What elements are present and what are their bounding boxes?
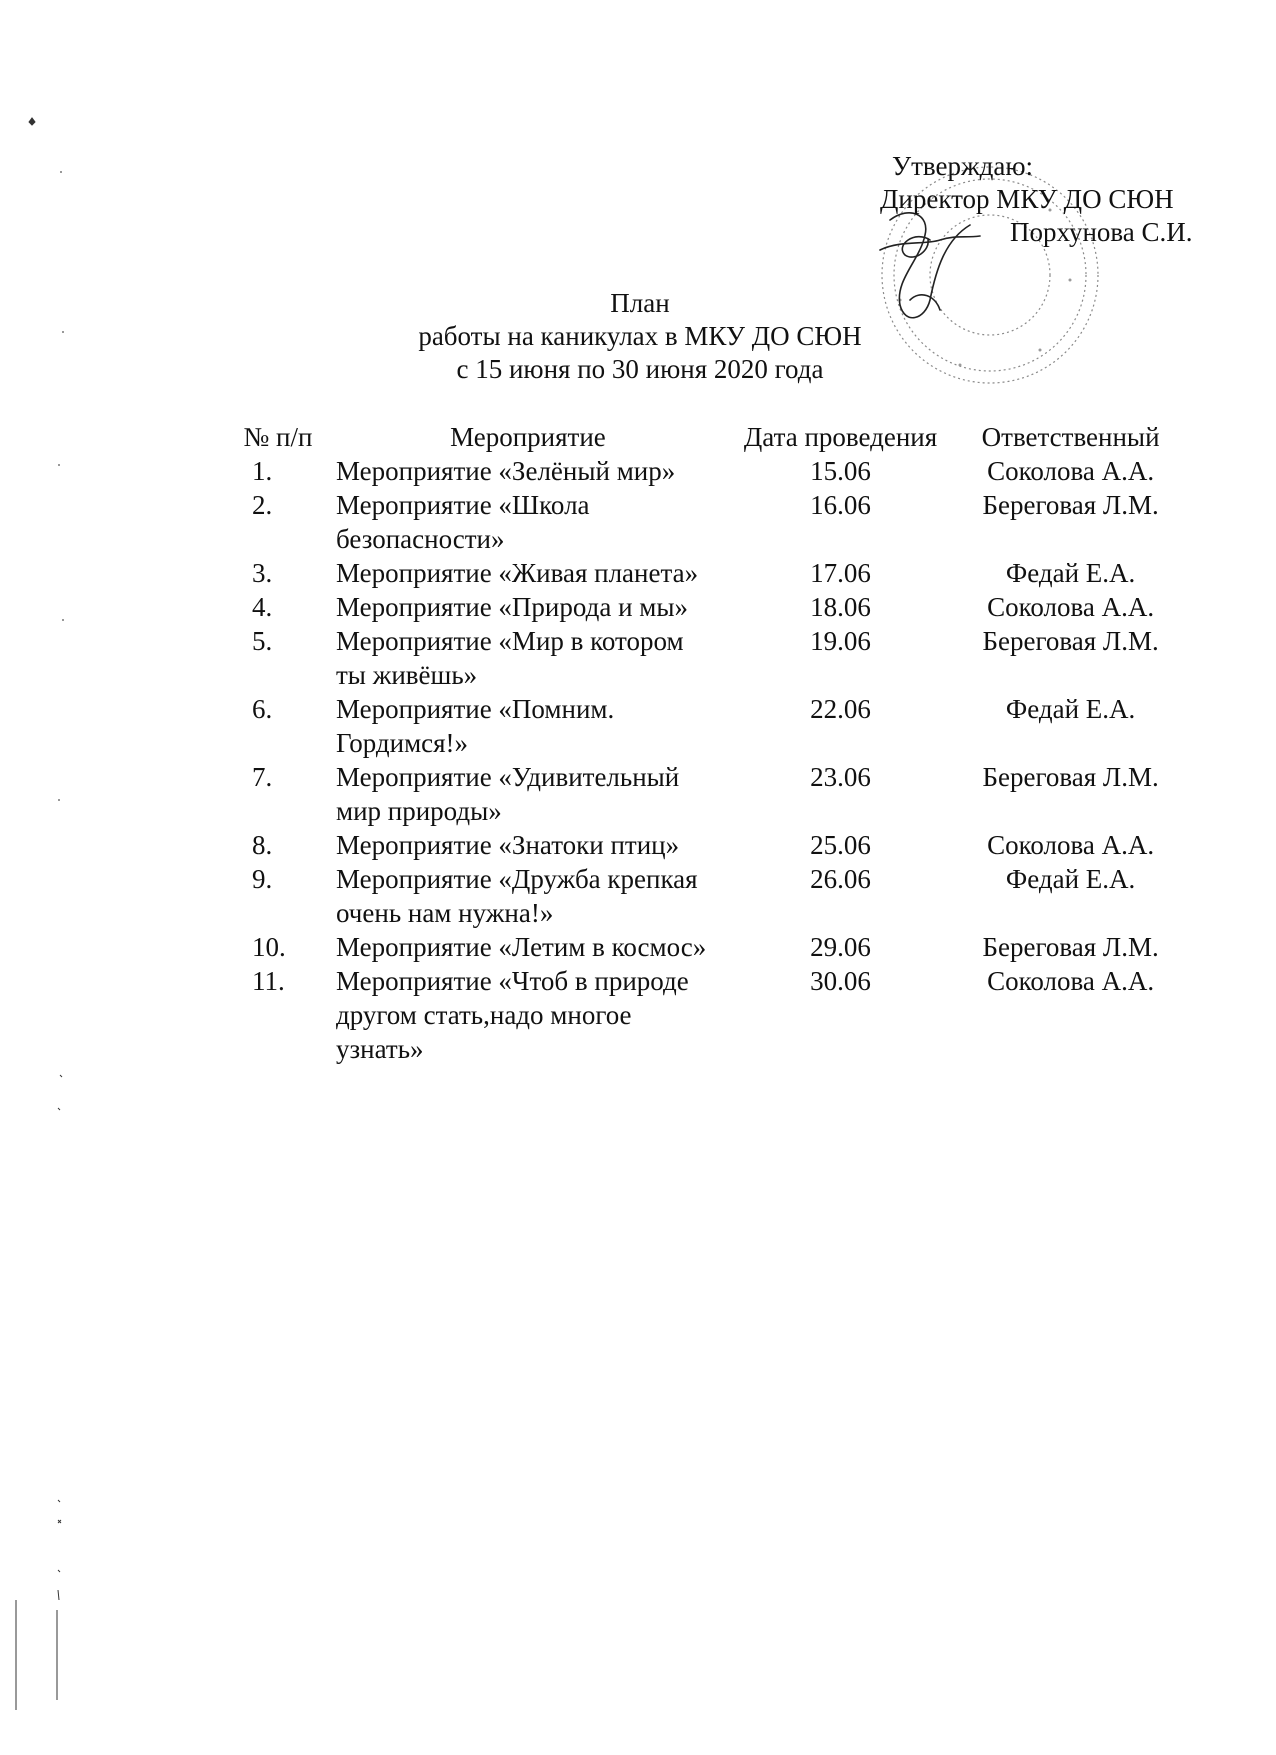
row-num: 2.	[252, 490, 273, 520]
header-event: Мероприятие	[450, 422, 606, 452]
row-responsible: Береговая Л.М.	[982, 762, 1159, 792]
row-num: 11.	[252, 966, 285, 996]
row-event: Мероприятие «Удивительный мир природы»	[336, 762, 680, 826]
header-responsible: Ответственный	[981, 422, 1160, 452]
title-line-3: с 15 июня по 30 июня 2020 года	[456, 354, 824, 384]
row-responsible: Береговая Л.М.	[982, 932, 1159, 962]
row-event: Мероприятие «Живая планета»	[336, 558, 699, 588]
row-responsible: Соколова А.А.	[987, 456, 1155, 486]
table-row	[220, 488, 1180, 556]
row-event: Мероприятие «Природа и мы»	[336, 592, 689, 622]
row-date: 22.06	[810, 694, 871, 724]
row-responsible: Соколова А.А.	[987, 592, 1155, 622]
row-responsible: Соколова А.А.	[987, 830, 1155, 860]
row-event: Мероприятие «Летим в космос»	[336, 932, 707, 962]
row-responsible: Федай Е.А.	[1005, 694, 1136, 724]
row-num: 7.	[252, 762, 273, 792]
row-event: Мероприятие «Дружба крепкая очень нам нужна!»	[336, 864, 698, 928]
approval-signatory: Порхунова С.И.	[1010, 217, 1193, 247]
row-num: 3.	[252, 558, 273, 588]
row-date: 15.06	[810, 456, 871, 486]
row-event: Мероприятие «Знатоки птиц»	[336, 830, 680, 860]
table-row	[220, 862, 1180, 930]
title-line-2: работы на каникулах в МКУ ДО СЮН	[418, 321, 862, 351]
row-event: Мероприятие «Помним. Гордимся!»	[336, 694, 615, 758]
header-date: Дата проведения	[743, 422, 938, 452]
table-header-row	[220, 420, 1180, 454]
table-row	[220, 624, 1180, 692]
row-event: Мероприятие «Школа безопасности»	[336, 490, 590, 554]
table-row	[220, 556, 1180, 590]
row-date: 18.06	[810, 592, 871, 622]
row-date: 23.06	[810, 762, 871, 792]
row-date: 19.06	[810, 626, 871, 656]
events-table	[220, 420, 1180, 1066]
row-responsible: Федай Е.А.	[1005, 558, 1136, 588]
approval-heading: Утверждаю:	[892, 151, 1034, 181]
row-num: 9.	[252, 864, 273, 894]
row-responsible: Береговая Л.М.	[982, 490, 1159, 520]
document-title	[360, 287, 920, 386]
table-row	[220, 590, 1180, 624]
row-event: Мероприятие «Мир в котором ты живёшь»	[336, 626, 684, 690]
row-date: 26.06	[810, 864, 871, 894]
row-date: 16.06	[810, 490, 871, 520]
row-responsible: Береговая Л.М.	[982, 626, 1159, 656]
row-num: 6.	[252, 694, 273, 724]
title-line-1: План	[610, 288, 670, 318]
row-num: 5.	[252, 626, 273, 656]
row-date: 25.06	[810, 830, 871, 860]
table-row	[220, 930, 1180, 964]
table-row	[220, 964, 1180, 1066]
row-event: Мероприятие «Чтоб в природе другом стать,надо многое узнать»	[336, 966, 689, 1064]
header-num: № п/п	[243, 422, 313, 452]
row-num: 1.	[252, 456, 273, 486]
row-event: Мероприятие «Зелёный мир»	[336, 456, 676, 486]
row-responsible: Федай Е.А.	[1005, 864, 1136, 894]
approval-position: Директор МКУ ДО СЮН	[880, 184, 1174, 214]
table-row	[220, 454, 1180, 488]
row-date: 17.06	[810, 558, 871, 588]
row-date: 29.06	[810, 932, 871, 962]
row-num: 8.	[252, 830, 273, 860]
table-row	[220, 760, 1180, 828]
row-date: 30.06	[810, 966, 871, 996]
table-row	[220, 828, 1180, 862]
approval-block	[880, 150, 1193, 249]
row-num: 10.	[252, 932, 286, 962]
row-responsible: Соколова А.А.	[987, 966, 1155, 996]
scan-margin-marks	[0, 0, 80, 1755]
table-row	[220, 692, 1180, 760]
row-num: 4.	[252, 592, 273, 622]
